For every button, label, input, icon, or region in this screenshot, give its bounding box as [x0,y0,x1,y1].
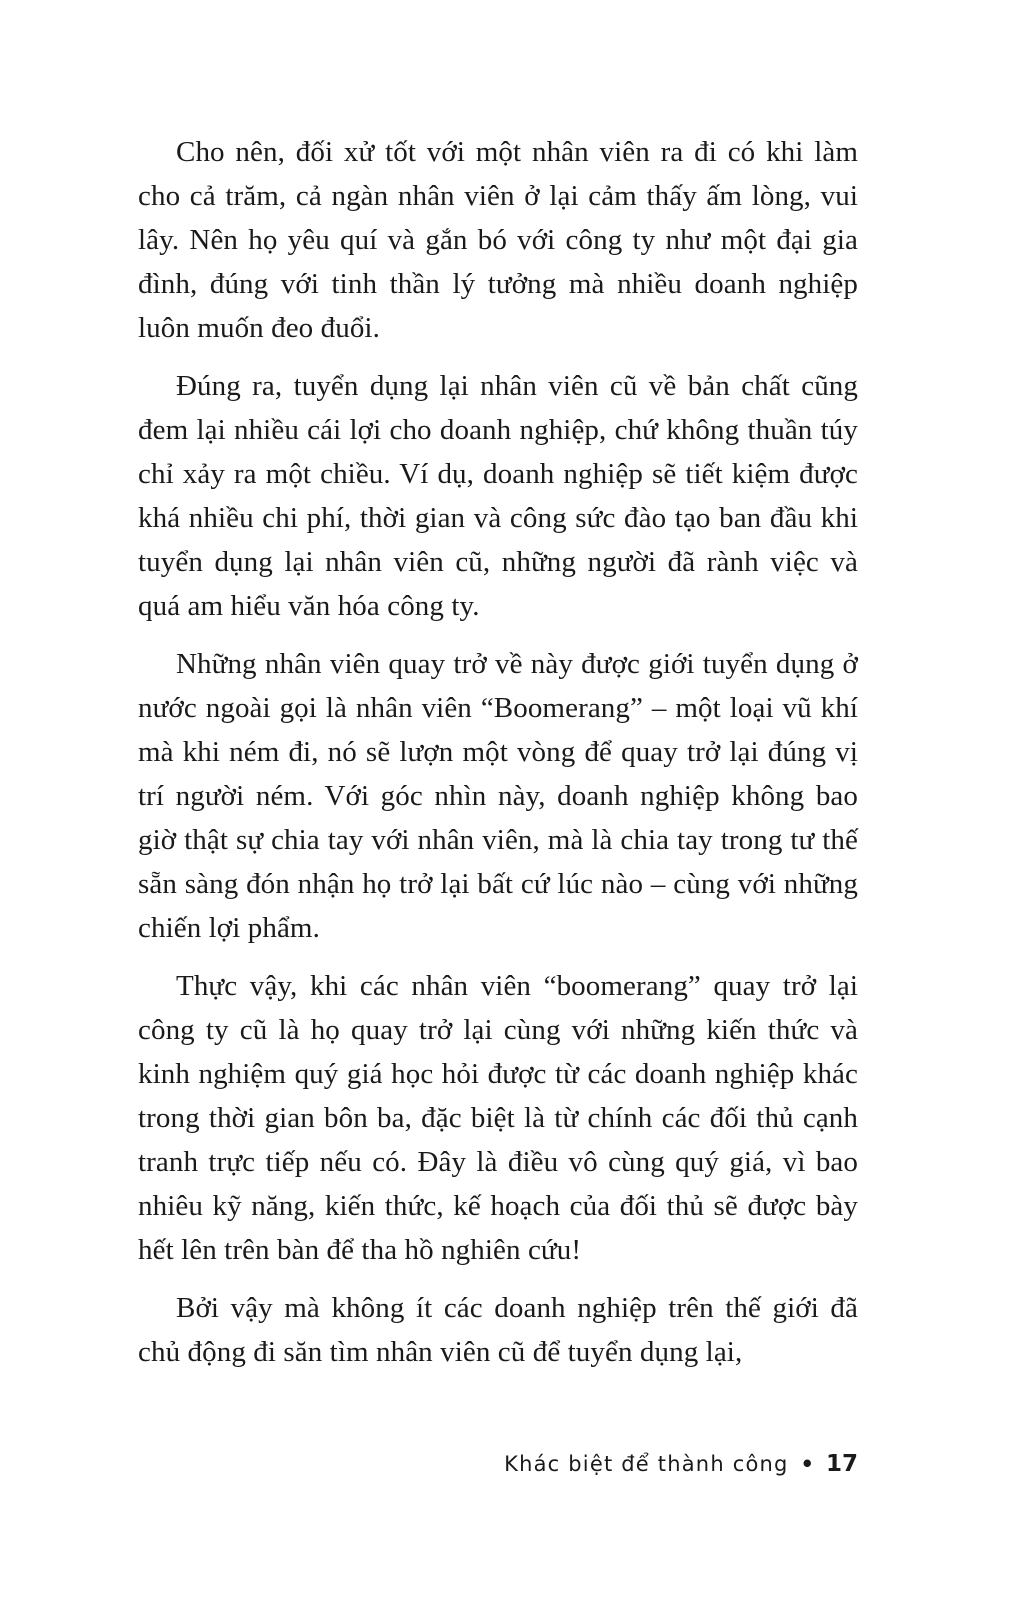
footer-separator: • [800,1452,814,1476]
paragraph-2: Đúng ra, tuyển dụng lại nhân viên cũ về bản chất cũng đem lại nhiều cái lợi cho doanh nghiệp, chứ không thuần túy chỉ xảy ra một chiều. Ví dụ, doanh nghiệp sẽ tiết kiệm được khá nhiều chi phí, thời gian và công sức đào tạo ban đầu khi tuyển dụng lại nhân viên cũ, những người đã rành việc và quá am hiểu văn hóa công ty. [138,370,858,622]
paragraph-4: Thực vậy, khi các nhân viên “boomerang” quay trở lại công ty cũ là họ quay trở lại cùng với những kiến thức và kinh nghiệm quý giá học hỏi được từ các doanh nghiệp khác trong thời gian bôn ba, đặc biệt là từ chính các đối thủ cạnh tranh trực tiếp nếu có. Đây là điều vô cùng quý giá, vì bao nhiêu kỹ năng, kiến thức, kế hoạch của đối thủ sẽ được bày hết lên trên bàn để tha hồ nghiên cứu! [138,970,858,1266]
paragraph-5: Bởi vậy mà không ít các doanh nghiệp trên thế giới đã chủ động đi săn tìm nhân viên cũ để tuyển dụng lại, [138,1292,858,1368]
running-title: Khác biệt để thành công [504,1452,789,1476]
page-number: 17 [825,1451,858,1477]
paragraph-3: Những nhân viên quay trở về này được giới tuyển dụng ở nước ngoài gọi là nhân viên “Boomerang” – một loại vũ khí mà khi ném đi, nó sẽ lượn một vòng để quay trở lại đúng vị trí người ném. Với góc nhìn này, doanh nghiệp không bao giờ thật sự chia tay với nhân viên, mà là chia tay trong tư thế sẵn sàng đón nhận họ trở lại bất cứ lúc nào – cùng với những chiến lợi phẩm. [138,648,858,944]
page-body [138,130,858,1388]
paragraph-1: Cho nên, đối xử tốt với một nhân viên ra đi có khi làm cho cả trăm, cả ngàn nhân viên ở lại cảm thấy ấm lòng, vui lây. Nên họ yêu quí và gắn bó với công ty như một đại gia đình, đúng với tinh thần lý tưởng mà nhiều doanh nghiệp luôn muốn đeo đuổi. [138,136,858,344]
page-footer [504,1449,858,1479]
